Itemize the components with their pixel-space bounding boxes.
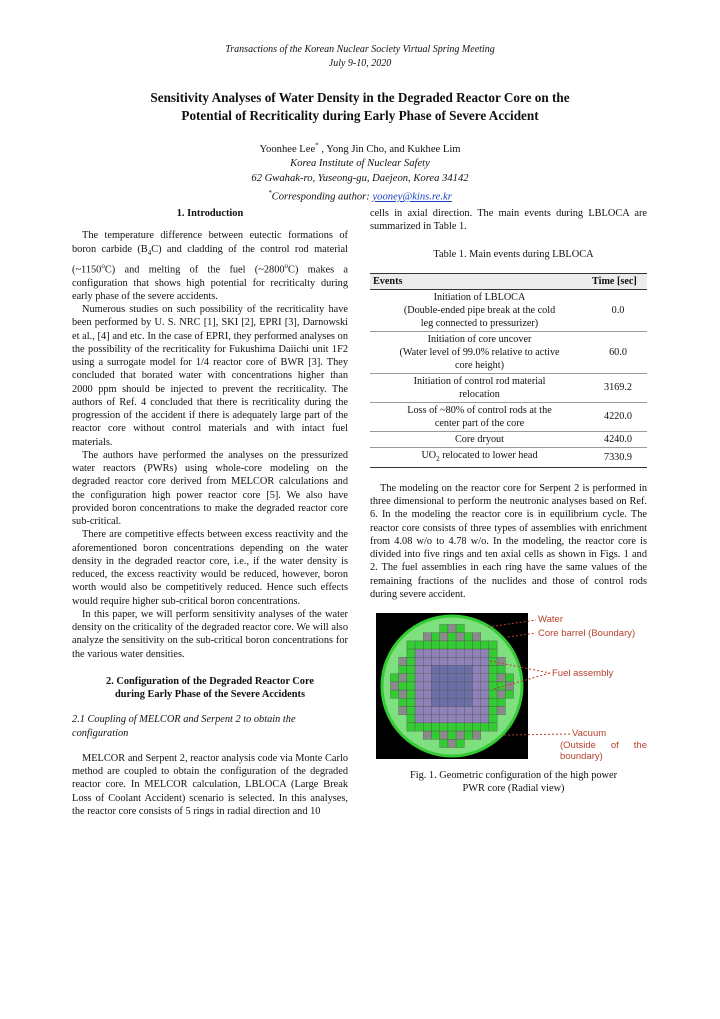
corresponding-author	[0, 186, 720, 205]
label-vacuum: Vacuum	[572, 728, 607, 740]
event-text: core height)	[455, 359, 504, 371]
event-text: relocated to lower head	[439, 449, 538, 461]
table-row	[370, 373, 647, 402]
leader-barrel	[508, 633, 536, 637]
table-header-row	[370, 273, 647, 289]
intro-heading: 1. Introduction	[176, 208, 244, 219]
title-line1: Sensitivity Analyses of Water Density in the Degraded Reactor Core on the	[150, 90, 570, 105]
col-time: Time [sec]	[589, 273, 647, 289]
author-block	[0, 138, 720, 205]
table-row	[370, 289, 647, 331]
label-water: Water	[538, 614, 563, 626]
right-paragraph-2: The modeling on the reactor core for Serpent 2 is performed in three dimensional to perform the neutronic analyses based on Ref. 6. In the modeling the reactor core is in equilibrium cycle. The reactor core consists of three types of assemblies with enrichment from 4.08 w/o to 4.78 w/o. In the modeling, the reactor core is divided into five rings and ten axial cells as shown in Figs. 1 and 2. The fuel assemblies in each ring have the same values of the remaining fractions of the nuclides and those of control rods during severe accident.	[370, 482, 647, 600]
sup: o	[284, 261, 289, 270]
event-text: UO	[421, 449, 437, 461]
table-row	[370, 331, 647, 373]
intro-paragraph-3: The authors have performed the analyses on the pressurized water reactors (PWRs) using whole-core modeling on the degraded reactor core derived from MELCOR calculations and the configuration high power reactor core [5]. We also have provided boron concentrations to make the degraded reactor core sub-critical.	[72, 449, 348, 527]
section2-heading	[72, 675, 348, 702]
event-text: leg connected to pressurizer)	[420, 317, 539, 329]
leader-fuel-2	[494, 673, 550, 689]
time-cell: 0.0	[589, 289, 647, 331]
author-names	[259, 141, 461, 155]
event-cell	[370, 447, 589, 467]
right-paragraph-1: cells in axial direction. The main events during LBLOCA are summarized in Table 1.	[370, 208, 647, 233]
text: C) and melting of the fuel (~2800	[104, 264, 285, 276]
table1	[370, 273, 647, 468]
section2-heading-line1: 2. Configuration of the Degraded Reactor Core	[106, 675, 314, 687]
author-rest: , Yong Jin Cho, and Kukhee Lim	[318, 143, 461, 155]
figure1-caption-line1: Fig. 1. Geometric configuration of the high power	[409, 770, 618, 782]
leader-water	[488, 620, 536, 627]
event-text: Initiation of core uncover	[427, 333, 532, 345]
event-text: center part of the core	[434, 417, 525, 429]
text: C) makes a configuration that shows high potential for recriticalty during early phase of the severe accidents.	[72, 264, 348, 302]
affiliation: Korea Institute of Nuclear Safety	[290, 158, 430, 170]
event-cell	[370, 289, 589, 331]
intro-paragraph-5: In this paper, we will perform sensitivity analyses of the water density on the criticality of the degraded reactor core. We will also analyze the sensitivity on the sub-critical boron concentrations for the various water densities.	[72, 608, 348, 660]
table-row	[370, 402, 647, 431]
subscript: 2	[436, 454, 440, 463]
time-cell: 4220.0	[589, 402, 647, 431]
section21-paragraph: MELCOR and Serpent 2, reactor analysis code via Monte Carlo method are coupled to obtain the configuration of the degraded reactor core. In MELCOR calculation, LBLOCA (Large Break Loss of Coolant Accident) scenario is selected. In this analyses, the reactor core consists of 5 rings in radial direction and 10	[72, 752, 348, 817]
table-body	[370, 289, 647, 467]
event-text: relocation	[459, 388, 500, 400]
event-text: Loss of ~80% of control rods at the	[407, 404, 552, 416]
conference-header-line1: Transactions of the Korean Nuclear Society Virtual Spring Meeting	[225, 44, 495, 55]
figure1-caption	[370, 769, 647, 796]
title-line2: Potential of Recriticality during Early Phase of Severe Accident	[181, 108, 539, 123]
event-cell	[370, 373, 589, 402]
text: The temperature difference between eutectic formations of boron carbide (B	[72, 230, 348, 255]
label-fuel-assembly: Fuel assembly	[552, 668, 614, 680]
intro-paragraph-2: Numerous studies on such possibility of the recriticality have been performed by U. S. NRC [1], SKI [2], EPRI [3], Darnowski et al., [4] and etc. In the case of EPRI, they performed analyses on the possibility of the recriticality for Fukushima Daiichi unit 1F2 using a surrogate model for 1/4 reactor core of BWR [3]. They concluded that borated water with concentrations higher than 2000 ppm should be injected to prevent the recriticality. The authors of Ref. 4 concluded that there is recriticality during the progression of the accident if there is adequately large part of the reactor core without control materials and with intact fuel materials.	[72, 304, 348, 448]
event-text: (Water level of 99.0% relative to active	[399, 346, 560, 358]
email-link[interactable]: yooney@kins.re.kr	[372, 191, 452, 203]
text: C) and cladding of the control rod material (~1150	[72, 243, 348, 276]
time-cell: 3169.2	[589, 373, 647, 402]
time-cell: 4240.0	[589, 431, 647, 447]
author-first: Yoonhee Lee	[259, 143, 316, 155]
sub: 4	[147, 248, 152, 257]
event-text: Initiation of LBLOCA	[433, 291, 526, 303]
leader-vacuum	[504, 734, 570, 735]
corr-label: Corresponding author:	[271, 191, 373, 203]
time-cell: 60.0	[589, 331, 647, 373]
event-cell	[370, 402, 589, 431]
section2-heading-line2: during Early Phase of the Severe Accidents	[114, 689, 305, 700]
label-core-barrel: Core barrel (Boundary)	[538, 628, 636, 640]
conference-header-line2: July 9-10, 2020	[328, 58, 392, 69]
event-text: (Double-ended pipe break at the cold	[403, 304, 556, 316]
col-events: Events	[370, 273, 589, 289]
table1-caption: Table 1. Main events during LBLOCA	[433, 248, 594, 260]
author-mark: *	[315, 141, 319, 149]
table-row	[370, 447, 647, 467]
figure1-caption-line2: PWR core (Radial view)	[462, 783, 565, 795]
right-column	[370, 207, 647, 796]
leader-fuel-1	[490, 661, 550, 673]
intro-paragraph-1	[72, 229, 348, 303]
event-text: Initiation of control rod material	[413, 375, 546, 387]
paper-title	[40, 89, 680, 125]
figure1	[370, 611, 647, 761]
time-cell: 7330.9	[589, 447, 647, 467]
event-text: Core dryout	[455, 433, 504, 445]
intro-paragraph-4: There are competitive effects between excess reactivity and the aforementioned boron concentrations depending on the water density in the degraded reactor core, i.e., if the water density is reduced, the excess reactivity would be reduced, however, boron worth would also be competitively reduced. Hence such effects would require higher sub-critical boron concentrations.	[72, 529, 348, 607]
event-cell	[370, 331, 589, 373]
table-row	[370, 431, 647, 447]
corr-mark: *	[268, 189, 272, 198]
left-column	[72, 207, 348, 818]
subsection-2-1-heading: 2.1 Coupling of MELCOR and Serpent 2 to obtain the configuration	[72, 714, 296, 739]
label-vacuum-sub: (Outside of the boundary)	[560, 740, 647, 763]
address: 62 Gwahak-ro, Yuseong-gu, Daejeon, Korea 34142	[251, 172, 469, 184]
sup: o	[101, 261, 105, 270]
event-cell	[370, 431, 589, 447]
